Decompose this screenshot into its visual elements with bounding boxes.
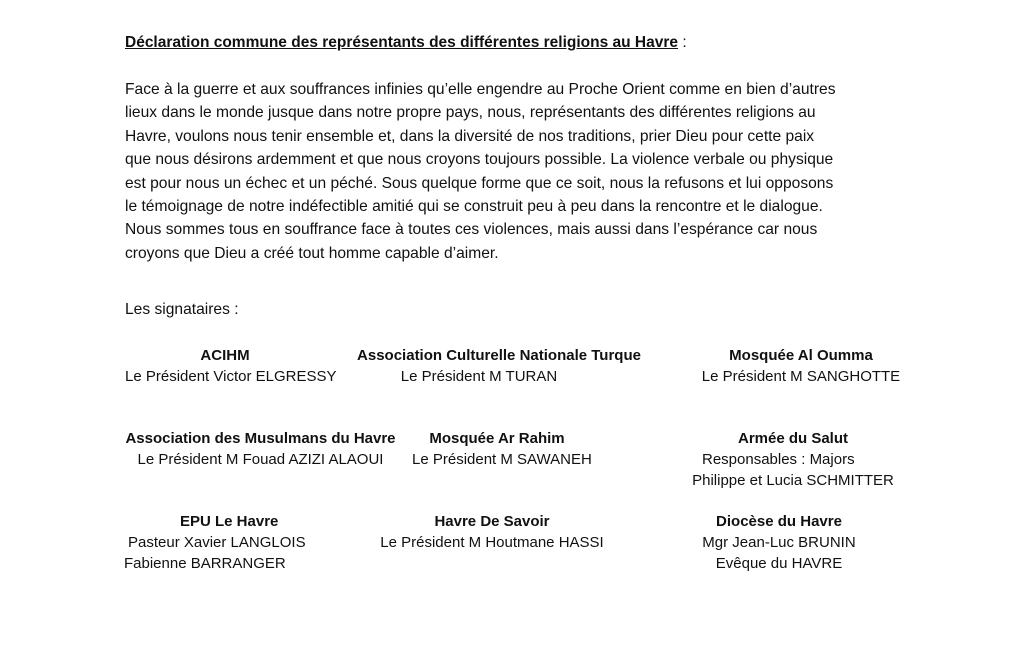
body-line: que nous désirons ardemment et que nous croyons toujours possible. La violence verbale ou physique xyxy=(125,151,834,169)
body-line: Havre, voulons nous tenir ensemble et, dans la diversité de nos traditions, prier Dieu pour cette paix xyxy=(125,127,815,145)
body-line: le témoignage de notre indéfectible amitié qui se construit peu à peu dans la rencontre et le dialogue. xyxy=(125,198,823,216)
signatory-org: Association Culturelle Nationale Turque xyxy=(357,347,641,364)
body-line: Face à la guerre et aux souffrances infinies qu’elle engendre au Proche Orient comme en bien d’autres xyxy=(125,81,836,98)
signatory-epu xyxy=(124,511,334,574)
signatory-line: Pasteur Xavier LANGLOIS xyxy=(128,534,306,551)
document-title-text: Déclaration commune des représentants des différentes religions au Havre xyxy=(125,34,679,51)
signatory-mosquee-ar-rahim xyxy=(412,428,592,470)
signatory-org: Mosquée Al Oumma xyxy=(729,347,873,364)
signatory-amh xyxy=(123,428,398,470)
signatories-label: Les signataires : xyxy=(125,301,239,318)
signatory-diocese xyxy=(694,511,864,574)
signatory-line: Le Président Victor ELGRESSY xyxy=(125,368,337,385)
signatory-havre-de-savoir xyxy=(372,511,612,553)
signatory-line: Le Président M TURAN xyxy=(400,368,558,385)
body-line: Nous sommes tous en souffrance face à toutes ces violences, mais aussi dans l’espérance car nous xyxy=(125,221,818,239)
signatory-acihm xyxy=(125,345,337,387)
signatory-org: Diocèse du Havre xyxy=(716,513,842,530)
signatory-mosquee-al-oumma xyxy=(696,345,906,387)
declaration-body xyxy=(125,78,915,265)
signatory-org: Armée du Salut xyxy=(737,430,849,447)
signatory-acnt xyxy=(353,345,645,387)
signatory-armee-du-salut xyxy=(688,428,898,491)
signatory-org: ACIHM xyxy=(200,347,250,364)
signatory-line: Evêque du HAVRE xyxy=(715,555,843,572)
signatory-line: Responsables : Majors xyxy=(702,451,855,468)
signatory-line: Le Président M SAWANEH xyxy=(412,451,592,468)
document-title-suffix: : xyxy=(678,34,687,51)
document-title xyxy=(125,34,687,52)
signatory-line: Le Président M SANGHOTTE xyxy=(701,368,901,385)
body-line: est pour nous un échec et un péché. Sous quelque forme que ce soit, nous la refusons et lui opposons xyxy=(125,174,834,192)
body-line: croyons que Dieu a créé tout homme capable d’aimer. xyxy=(125,244,499,262)
signatory-line: Fabienne BARRANGER xyxy=(124,555,286,572)
signatory-line: Le Président M Houtmane HASSI xyxy=(380,534,604,551)
signatory-line: Philippe et Lucia SCHMITTER xyxy=(692,472,894,489)
signatory-org: Association des Musulmans du Havre xyxy=(125,430,396,447)
signatory-org: Havre De Savoir xyxy=(434,513,550,530)
signatory-org: EPU Le Havre xyxy=(180,513,279,530)
signatory-line: Le Président M Fouad AZIZI ALAOUI xyxy=(137,451,384,468)
signatory-line: Mgr Jean-Luc BRUNIN xyxy=(702,534,856,551)
body-line: lieux dans le monde jusque dans notre propre pays, nous, représentants des différentes religions au xyxy=(125,104,816,122)
signatory-org: Mosquée Ar Rahim xyxy=(429,430,565,447)
